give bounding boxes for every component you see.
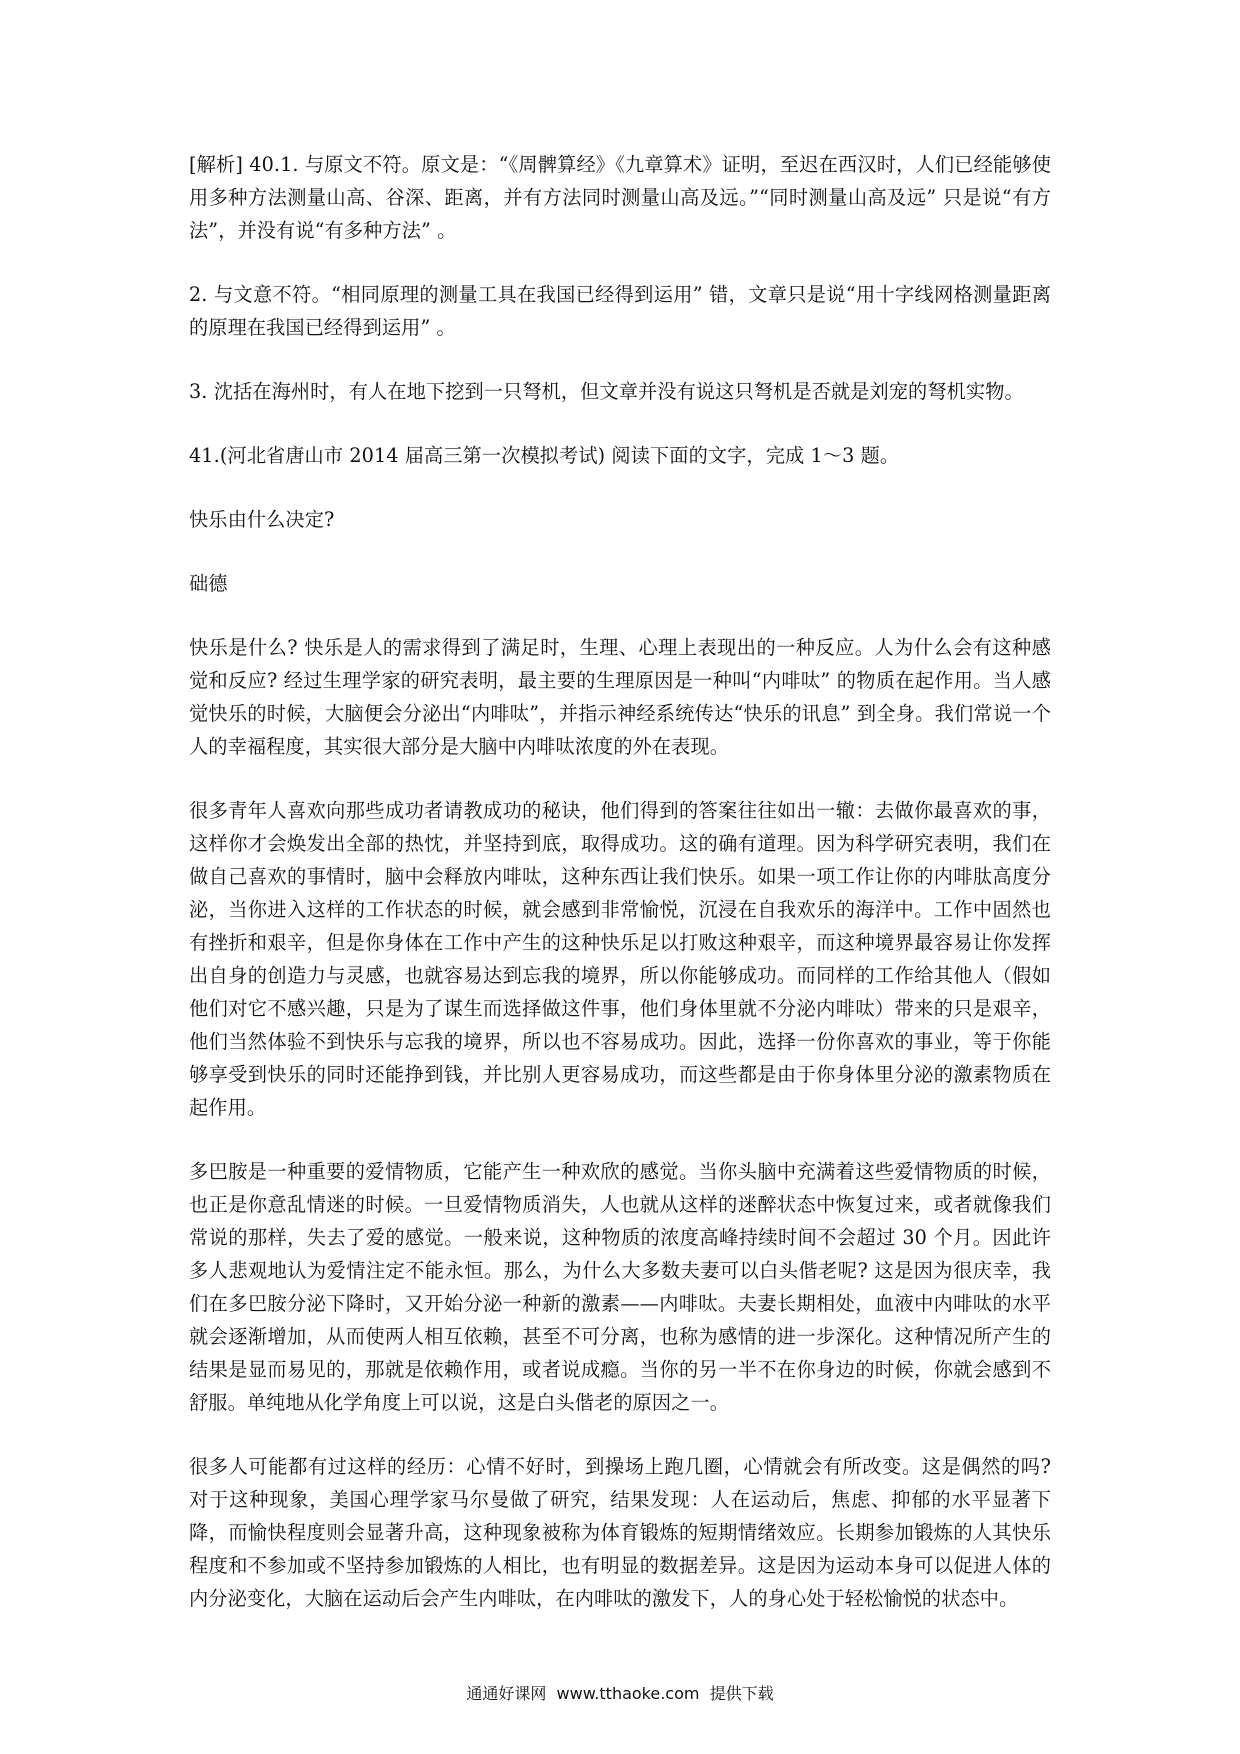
article-paragraph-3: 多巴胺是一种重要的爱情物质，它能产生一种欢欣的感觉。当你头脑中充满着这些爱情物质的时候，也正是你意乱情迷的时候。一旦爱情物质消失，人也就从这样的迷醉状态中恢复过来，或者就像我们常说的那样，失去了爱的感觉。一般来说，这种物质的浓度高峰持续时间不会超过 30 个月。因此许多人悲观地认为爱情注定不能永恒。那么，为什么大多数夫妻可以白头偕老呢? 这是因为很庆幸，我们在多巴胺分泌下降时，又开始分泌一种新的激素——内啡呔。夫妻长期相处，血液中内啡呔的水平就会逐渐增加，从而使两人相互依赖，甚至不可分离，也称为感情的进一步深化。这种情况所产生的结果是显而易见的，那就是依赖作用，或者说成瘾。当你的另一半不在你身边的时候，你就会感到不舒服。单纯地从化学角度上可以说，这是白头偕老的原因之一。 — [189, 1160, 1051, 1414]
article-author: 础德 — [189, 572, 228, 595]
paragraph-analysis-2: 2. 与文意不符。“相同原理的测量工具在我国已经得到运用” 错，文章只是说“用十字线网格测量距离的原理在我国已经得到运用” 。 — [189, 283, 1051, 339]
footer-source-note: 通通好课网 www.tthaoke.com 提供下载 — [466, 1684, 774, 1703]
article-title: 快乐由什么决定? — [189, 508, 335, 531]
question-heading: 41.(河北省唐山市 2014 届高三第一次模拟考试) 阅读下面的文字，完成 1～3 题。 — [189, 444, 900, 467]
article-paragraph-1: 快乐是什么? 快乐是人的需求得到了满足时，生理、心理上表现出的一种反应。人为什么会有这种感觉和反应? 经过生理学家的研究表明，最主要的生理原因是一种叫“内啡呔” 的物质在起作用。当人感觉快乐的时候，大脑便会分泌出“内啡呔”，并指示神经系统传达“快乐的讯息” 到全身。我们常说一个人的幸福程度，其实很大部分是大脑中内啡呔浓度的外在表现。 — [189, 636, 1051, 758]
article-paragraph-4: 很多人可能都有过这样的经历：心情不好时，到操场上跑几圈，心情就会有所改变。这是偶然的吗? 对于这种现象，美国心理学家马尔曼做了研究，结果发现：人在运动后，焦虑、抑郁的水平显著下降，而愉快程度则会显著升高，这种现象被称为体育锻炼的短期情绪效应。长期参加锻炼的人其快乐程度和不参加或不坚持参加锻炼的人相比，也有明显的数据差异。这是因为运动本身可以促进人体的内分泌变化，大脑在运动后会产生内啡呔，在内啡呔的激发下，人的身心处于轻松愉悦的状态中。 — [189, 1455, 1051, 1610]
paragraph-analysis-1: [解析] 40.1. 与原文不符。原文是：“《周髀算经》《九章算术》证明，至迟在西汉时，人们已经能够使用多种方法测量山高、谷深、距离，并有方法同时测量山高及远。”“同时测量山高及远” 只是说“有方法”，并没有说“有多种方法” 。 — [189, 153, 1051, 242]
document-body — [189, 148, 1051, 1646]
paragraph-analysis-3: 3. 沈括在海州时，有人在地下挖到一只弩机，但文章并没有说这只弩机是否就是刘宠的弩机实物。 — [189, 380, 1024, 403]
article-paragraph-2: 很多青年人喜欢向那些成功者请教成功的秘诀，他们得到的答案往往如出一辙：去做你最喜欢的事，这样你才会焕发出全部的热忱，并坚持到底，取得成功。这的确有道理。因为科学研究表明，我们在做自己喜欢的事情时，脑中会释放内啡呔，这种东西让我们快乐。如果一项工作让你的内啡肽高度分泌，当你进入这样的工作状态的时候，就会感到非常愉悦，沉浸在自我欢乐的海洋中。工作中固然也有挫折和艰辛，但是你身体在工作中产生的这种快乐足以打败这种艰辛，而这种境界最容易让你发挥出自身的创造力与灵感，也就容易达到忘我的境界，所以你能够成功。而同样的工作给其他人（假如他们对它不感兴趣，只是为了谋生而选择做这件事，他们身体里就不分泌内啡呔）带来的只是艰辛，他们当然体验不到快乐与忘我的境界，所以也不容易成功。因此，选择一份你喜欢的事业，等于你能够享受到快乐的同时还能挣到钱，并比别人更容易成功，而这些都是由于你身体里分泌的激素物质在起作用。 — [189, 799, 1051, 1119]
